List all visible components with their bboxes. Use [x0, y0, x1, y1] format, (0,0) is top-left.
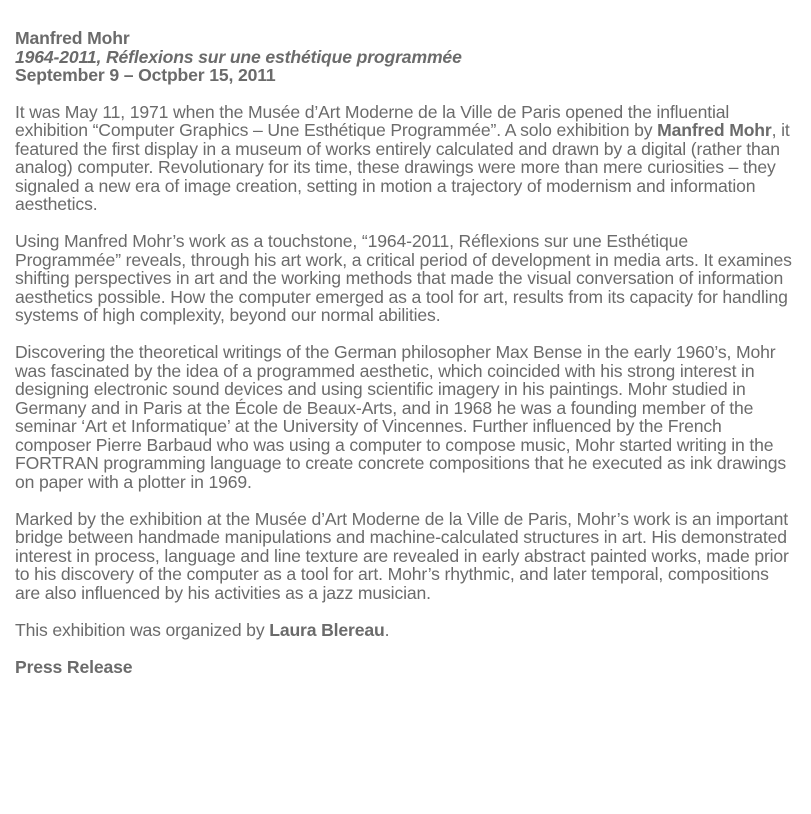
curator-name: Laura Blereau — [269, 619, 385, 640]
paragraph-bridge: Marked by the exhibition at the Musée d’Art Moderne de la Ville de Paris, Mohr’s work is an important bridge between handmade manipulations and machine-calculated structures in art. His demonstrated interest in process, language and line texture are revealed in early abstract painted works, made prior to his discovery of the computer as a tool for art. Mohr’s rhythmic, and later temporal, compositions are also influenced by his activities as a jazz musician. — [15, 508, 789, 603]
curator-credit — [15, 621, 796, 640]
paragraph-intro-part2: , it featured the first display in a museum of works entirely calculated and drawn by a digital (rather than analog) computer. Revolutionary for its time, these drawings were more than mere curiosities – they signaled a new era of image creation, setting in motion a trajectory of modernism and information aesthetics. — [15, 120, 790, 214]
paragraph-intro — [15, 103, 796, 214]
credit-suffix: . — [384, 619, 390, 640]
credit-prefix: This exhibition was organized by — [15, 619, 270, 640]
paragraph-background: Discovering the theoretical writings of the German philosopher Max Bense in the early 1960’s, Mohr was fascinated by the idea of a programmed aesthetic, which coincided with his strong interest in designing electronic sound devices and using scientific imagery in his paintings. Mohr studied in Germany and in Paris at the École de Beaux-Arts, and in 1968 he was a founding member of the seminar ‘Art et Informatique’ at the University of Vincennes. Further influenced by the French composer Pierre Barbaud who was using a computer to compose music, Mohr started writing in the FORTRAN programming language to create concrete compositions that he executed as ink drawings on paper with a plotter in 1969. — [15, 342, 786, 492]
exhibition-dates: September 9 – Octpber 15, 2011 — [15, 65, 276, 85]
press-release-link[interactable]: Press Release — [15, 656, 133, 677]
exhibition-title: 1964-2011, Réflexions sur une esthétique programmée — [15, 46, 462, 67]
press-text-page — [15, 29, 796, 676]
paragraph-intro-part1: It was May 11, 1971 when the Musée d’Art Moderne de la Ville de Paris opened the influential exhibition “Computer Graphics – Une Esthétique Programmée”. A solo exhibition by — [15, 101, 730, 140]
paragraph-touchstone: Using Manfred Mohr’s work as a touchstone, “1964-2011, Réflexions sur une Esthétique Programmée” reveals, through his art work, a critical period of development in media arts. It examines shifting perspectives in art and the working methods that made the visual conversation of information aesthetics possible. How the computer emerged as a tool for art, results from its capacity for handling systems of high complexity, beyond our normal abilities. — [15, 231, 792, 325]
artist-name: Manfred Mohr — [15, 28, 130, 48]
artist-name-inline: Manfred Mohr — [657, 120, 772, 140]
exhibition-header — [15, 29, 796, 85]
